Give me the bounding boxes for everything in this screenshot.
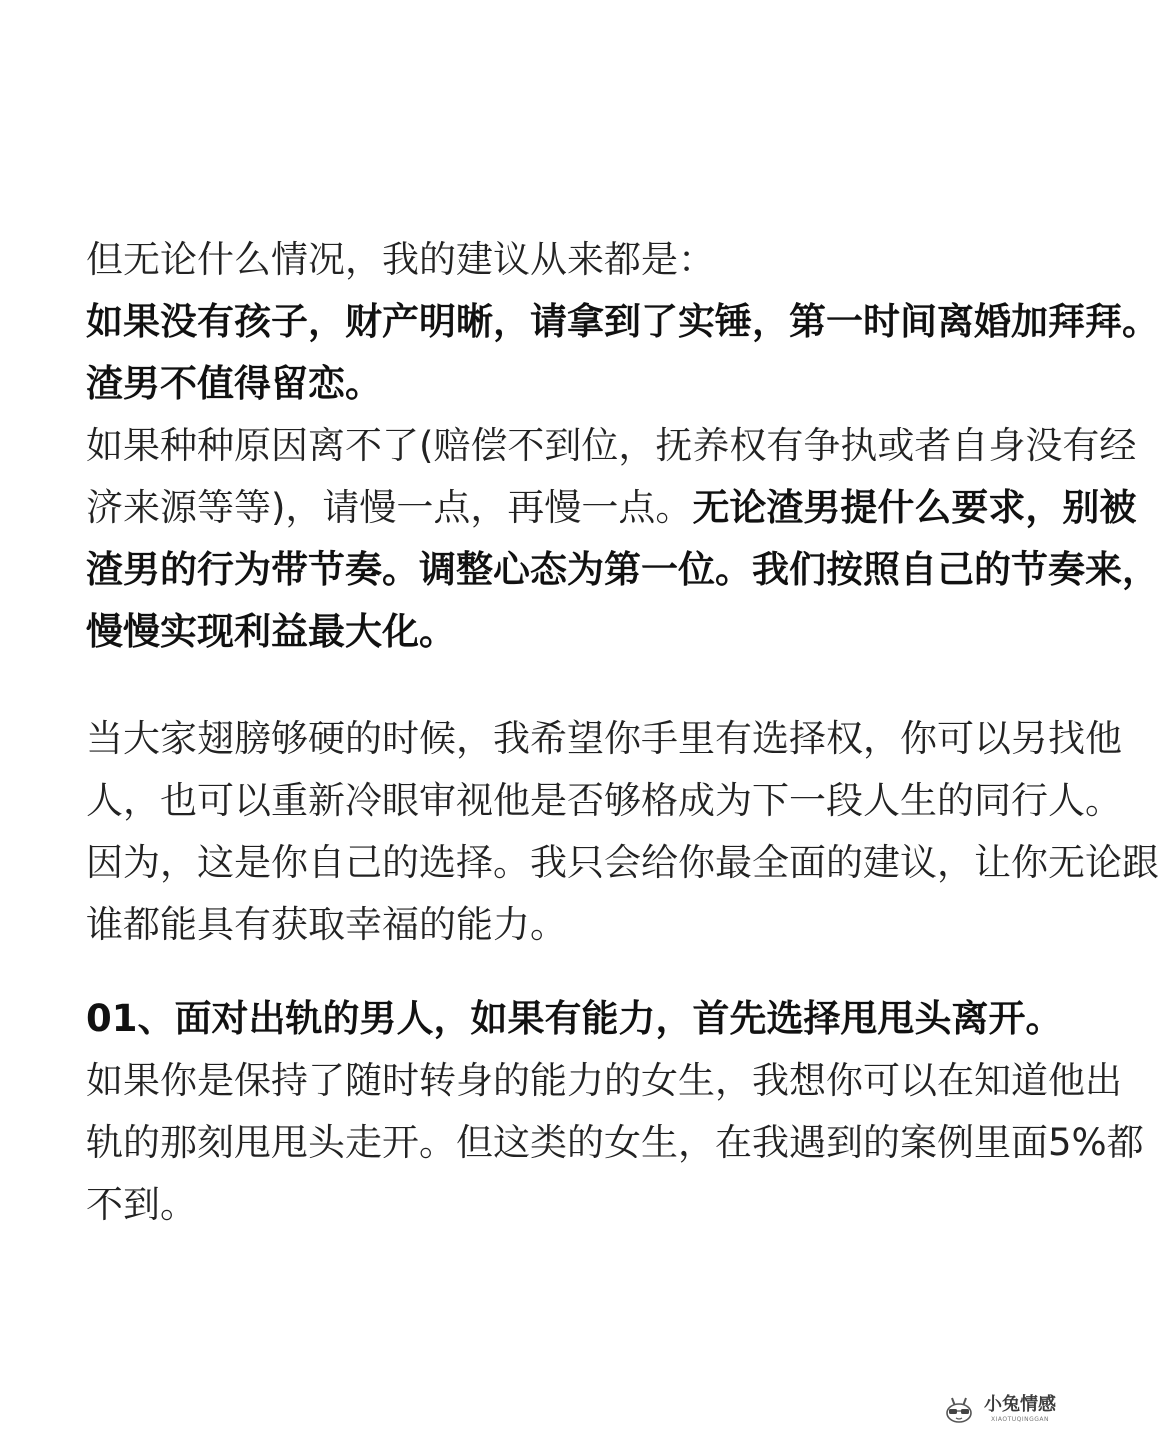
advice-bold-line-1: 如果没有孩子，财产明晰，请拿到了实锤，第一时间离婚加拜拜。 — [86, 300, 1159, 343]
point-01-line-1: 如果你是保持了随时转身的能力的女生，我想你可以在知道他出 — [86, 1059, 1122, 1102]
choice-line-1: 当大家翅膀够硬的时候，我希望你手里有选择权，你可以另找他 — [86, 717, 1122, 760]
advice-para-line-2-normal: 济来源等等)，请慢一点，再慢一点。 — [86, 486, 693, 529]
watermark-pinyin: XIAOTUQINGGAN — [990, 1415, 1050, 1423]
advice-bold-line-2: 渣男不值得留恋。 — [86, 362, 382, 405]
watermark — [942, 1390, 1066, 1428]
point-01-line-3: 不到。 — [86, 1183, 197, 1226]
watermark-name: 小兔情感 — [984, 1393, 1056, 1415]
choice-line-4: 谁都能具有获取幸福的能力。 — [86, 903, 567, 946]
point-01-line-2: 轨的那刻甩甩头走开。但这类的女生，在我遇到的案例里面5%都 — [86, 1121, 1144, 1164]
advice-para-line-4: 慢慢实现利益最大化。 — [86, 610, 456, 653]
advice-para-line-1: 如果种种原因离不了(赔偿不到位，抚养权有争执或者自身没有经 — [86, 424, 1137, 467]
rabbit-logo-icon — [942, 1394, 978, 1424]
section-choice — [86, 708, 1159, 956]
point-01-heading: 01、面对出轨的男人，如果有能力，首先选择甩甩头离开。 — [86, 997, 1063, 1040]
advice-intro: 但无论什么情况，我的建议从来都是： — [86, 238, 715, 281]
choice-line-3: 因为，这是你自己的选择。我只会给你最全面的建议，让你无论跟 — [86, 841, 1159, 884]
advice-para-line-2-bold: 无论渣男提什么要求，别被 — [692, 486, 1137, 529]
advice-para-line-3: 渣男的行为带节奏。调整心态为第一位。我们按照自己的节奏来， — [86, 548, 1159, 591]
advice-para-line-2 — [86, 477, 1137, 539]
choice-line-2: 人，也可以重新冷眼审视他是否够格成为下一段人生的同行人。 — [86, 779, 1122, 822]
section-point-01 — [86, 988, 1144, 1236]
watermark-text — [984, 1393, 1056, 1423]
section-advice — [86, 229, 1159, 663]
